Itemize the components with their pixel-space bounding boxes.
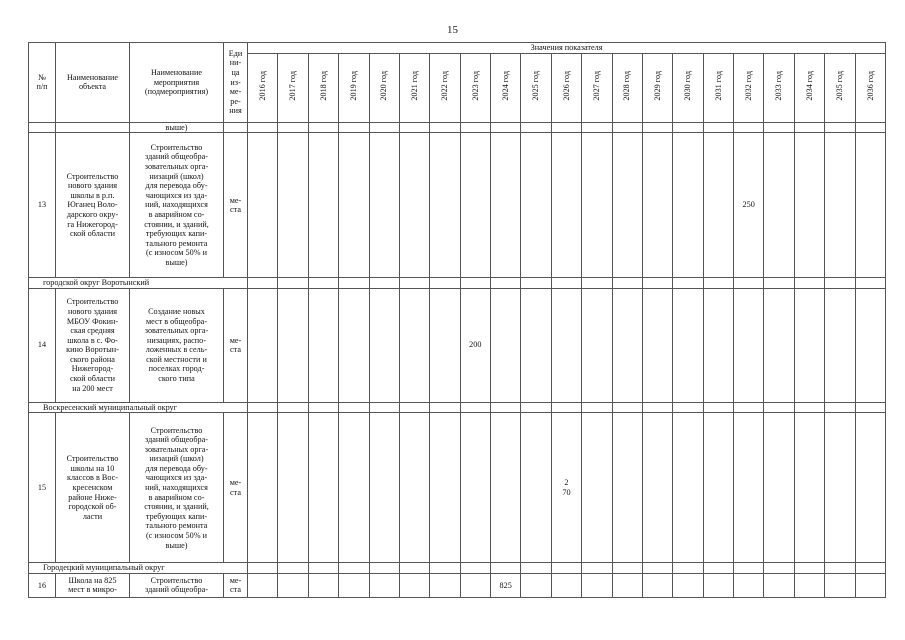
group-empty (369, 278, 399, 289)
value-cell (582, 413, 612, 563)
group-empty (521, 563, 551, 574)
value-cell (673, 133, 703, 278)
value-cell (491, 413, 521, 563)
header-year (399, 53, 429, 122)
group-empty (673, 402, 703, 413)
row-number: 14 (29, 288, 56, 402)
header-year (734, 53, 764, 122)
continuation-empty (29, 122, 56, 133)
value-cell (794, 133, 824, 278)
value-cell (612, 133, 642, 278)
unit: ме- ста (224, 413, 248, 563)
value-cell (794, 573, 824, 597)
value-cell (703, 133, 733, 278)
group-row (29, 402, 886, 413)
group-row (29, 278, 886, 289)
group-empty (764, 563, 794, 574)
header-year (339, 53, 369, 122)
value-cell (521, 573, 551, 597)
object-name: Строительство нового здания школы в р.п. Юганец Воло- дарского окру- га Нижегород- ской области (56, 133, 130, 278)
group-empty (855, 278, 886, 289)
continuation-row (29, 122, 886, 133)
value-cell (339, 133, 369, 278)
value-cell (248, 133, 278, 278)
unit: ме- ста (224, 288, 248, 402)
indicators-table (28, 42, 886, 598)
value-cell: 250 (734, 133, 764, 278)
group-empty (673, 278, 703, 289)
value-cell (399, 288, 429, 402)
value-cell (642, 413, 672, 563)
header-year-label: 2025 год (531, 71, 541, 102)
group-empty (399, 563, 429, 574)
value-cell (734, 288, 764, 402)
value-cell (794, 413, 824, 563)
group-empty (460, 563, 490, 574)
group-empty (703, 278, 733, 289)
header-year-label: 2026 год (561, 71, 571, 102)
group-title: Городецкий муниципальный округ (29, 563, 248, 574)
header-year (491, 53, 521, 122)
group-empty (642, 563, 672, 574)
header-year (582, 53, 612, 122)
group-empty (551, 563, 581, 574)
header-year (551, 53, 581, 122)
continuation-empty (278, 122, 308, 133)
value-cell (460, 133, 490, 278)
group-empty (551, 278, 581, 289)
event-name: Создание новых мест в общеобра- зовательных орга- низациях, распо- ложенных в сель- ской местности и поселках город- ского типа (130, 288, 224, 402)
value-cell (339, 288, 369, 402)
group-empty (764, 402, 794, 413)
group-empty (734, 278, 764, 289)
value-cell (278, 133, 308, 278)
event-name: Строительство зданий общеобра- зовательных орга- низаций (школ) для перевода обу- чающихся из зда- ний, находящихся в аварийном со- стоянии, и зданий, требующих капи- тального ремонта (с износом 50% и выше) (130, 413, 224, 563)
value-cell (248, 573, 278, 597)
continuation-empty (224, 122, 248, 133)
continuation-empty (491, 122, 521, 133)
continuation-empty (825, 122, 855, 133)
value-cell (551, 288, 581, 402)
value-cell (855, 288, 886, 402)
continuation-empty (521, 122, 551, 133)
unit: ме- ста (224, 573, 248, 597)
continuation-empty (369, 122, 399, 133)
header-unit: Еди ни- ца из- ме- ре- ния (224, 43, 248, 123)
header-year (764, 53, 794, 122)
header-year (248, 53, 278, 122)
value-cell (248, 288, 278, 402)
continuation-empty (399, 122, 429, 133)
header-event: Наименование мероприятия (подмероприятия) (130, 43, 224, 123)
value-cell (399, 133, 429, 278)
group-empty (248, 278, 278, 289)
continuation-empty (703, 122, 733, 133)
group-empty (460, 278, 490, 289)
value-cell (582, 573, 612, 597)
group-empty (551, 402, 581, 413)
table-body (29, 122, 886, 597)
group-empty (248, 563, 278, 574)
value-cell (521, 413, 551, 563)
value-cell (855, 413, 886, 563)
group-title: городской округ Воротынский (29, 278, 248, 289)
page-number: 15 (447, 24, 458, 36)
header-year-label: 2032 год (743, 71, 753, 102)
group-empty (794, 402, 824, 413)
group-empty (582, 402, 612, 413)
group-empty (369, 402, 399, 413)
value-cell (369, 288, 399, 402)
continuation-empty (460, 122, 490, 133)
unit: ме- ста (224, 133, 248, 278)
value-cell (551, 133, 581, 278)
value-cell (369, 573, 399, 597)
group-empty (825, 563, 855, 574)
table-row (29, 133, 886, 278)
value-cell (308, 573, 338, 597)
object-name: Строительство школы на 10 классов в Вос- кресенском районе Ниже- городской об- ласти (56, 413, 130, 563)
group-empty (369, 563, 399, 574)
group-empty (612, 563, 642, 574)
continuation-empty (855, 122, 886, 133)
value-cell (612, 288, 642, 402)
group-empty (825, 402, 855, 413)
value-cell: 200 (460, 288, 490, 402)
value-cell (339, 413, 369, 563)
value-cell (703, 288, 733, 402)
header-year-label: 2024 год (500, 71, 510, 102)
group-empty (582, 563, 612, 574)
group-row (29, 563, 886, 574)
header-year-label: 2033 год (774, 71, 784, 102)
value-cell (764, 413, 794, 563)
value-cell (642, 573, 672, 597)
value-cell (612, 413, 642, 563)
group-empty (460, 402, 490, 413)
value-cell (278, 413, 308, 563)
header-object: Наименование объекта (56, 43, 130, 123)
continuation-empty (673, 122, 703, 133)
value-cell (764, 133, 794, 278)
group-empty (703, 563, 733, 574)
header-year-label: 2017 год (288, 71, 298, 102)
value-cell (825, 133, 855, 278)
header-year (369, 53, 399, 122)
group-empty (825, 278, 855, 289)
object-name: Школа на 825 мест в микро- (56, 573, 130, 597)
header-year (460, 53, 490, 122)
group-empty (673, 563, 703, 574)
value-cell (491, 288, 521, 402)
header-year-label: 2018 год (318, 71, 328, 102)
value-cell (551, 573, 581, 597)
header-year-label: 2022 год (440, 71, 450, 102)
value-cell (825, 288, 855, 402)
value-cell (703, 573, 733, 597)
value-cell (673, 573, 703, 597)
value-cell (734, 573, 764, 597)
header-year (794, 53, 824, 122)
group-empty (399, 278, 429, 289)
row-number: 16 (29, 573, 56, 597)
group-empty (491, 563, 521, 574)
continuation-empty (308, 122, 338, 133)
group-empty (764, 278, 794, 289)
value-cell (491, 133, 521, 278)
table-row (29, 413, 886, 563)
value-cell (734, 413, 764, 563)
group-empty (794, 563, 824, 574)
value-cell (855, 573, 886, 597)
event-name: Строительство зданий общеобра- зовательных орга- низаций (школ) для перевода обу- чающихся из зда- ний, находящихся в аварийном со- стоянии, и зданий, требующих капи- тального ремонта (с износом 50% и выше) (130, 133, 224, 278)
group-empty (734, 563, 764, 574)
group-empty (339, 278, 369, 289)
continuation-empty (794, 122, 824, 133)
continuation-empty (734, 122, 764, 133)
header-year-label: 2023 год (470, 71, 480, 102)
header-year (855, 53, 886, 122)
value-cell (430, 133, 460, 278)
value-cell (399, 573, 429, 597)
value-cell (825, 573, 855, 597)
header-year-label: 2035 год (835, 71, 845, 102)
value-cell (642, 133, 672, 278)
group-empty (734, 402, 764, 413)
group-empty (491, 278, 521, 289)
value-cell (339, 573, 369, 597)
object-name: Строительство нового здания МБОУ Фокин- ская средняя школа в с. Фо- кино Воротын- ского района Нижегород- ской области на 200 мест (56, 288, 130, 402)
header-year (703, 53, 733, 122)
group-empty (642, 402, 672, 413)
value-cell (430, 573, 460, 597)
group-empty (703, 402, 733, 413)
group-empty (339, 563, 369, 574)
group-empty (278, 563, 308, 574)
continuation-empty (430, 122, 460, 133)
header-year-label: 2021 год (409, 71, 419, 102)
value-cell (825, 413, 855, 563)
continuation-empty (551, 122, 581, 133)
header-year-label: 2030 год (683, 71, 693, 102)
value-cell: 2 70 (551, 413, 581, 563)
group-empty (521, 402, 551, 413)
value-cell (855, 133, 886, 278)
value-cell (248, 413, 278, 563)
header-year-label: 2029 год (652, 71, 662, 102)
row-number: 15 (29, 413, 56, 563)
value-cell (582, 288, 612, 402)
continuation-empty (56, 122, 130, 133)
value-cell (430, 413, 460, 563)
group-empty (339, 402, 369, 413)
continuation-empty (248, 122, 278, 133)
header-year (308, 53, 338, 122)
value-cell (673, 413, 703, 563)
group-empty (278, 278, 308, 289)
value-cell (369, 133, 399, 278)
continuation-empty (612, 122, 642, 133)
value-cell (460, 573, 490, 597)
group-empty (491, 402, 521, 413)
value-cell (308, 133, 338, 278)
group-empty (308, 402, 338, 413)
table-header (29, 43, 886, 123)
header-year (278, 53, 308, 122)
group-empty (612, 402, 642, 413)
header-year (673, 53, 703, 122)
group-empty (430, 563, 460, 574)
header-year (430, 53, 460, 122)
value-cell (521, 133, 551, 278)
value-cell (764, 288, 794, 402)
group-empty (430, 402, 460, 413)
group-empty (642, 278, 672, 289)
group-empty (582, 278, 612, 289)
header-year (612, 53, 642, 122)
value-cell: 825 (491, 573, 521, 597)
value-cell (430, 288, 460, 402)
value-cell (764, 573, 794, 597)
header-year-label: 2027 год (592, 71, 602, 102)
group-empty (794, 278, 824, 289)
value-cell (794, 288, 824, 402)
value-cell (308, 288, 338, 402)
header-year-label: 2016 год (257, 71, 267, 102)
header-year-label: 2028 год (622, 71, 632, 102)
continuation-empty (642, 122, 672, 133)
value-cell (642, 288, 672, 402)
group-empty (399, 402, 429, 413)
header-year-label: 2034 год (804, 71, 814, 102)
group-empty (612, 278, 642, 289)
value-cell (673, 288, 703, 402)
header-year-label: 2019 год (349, 71, 359, 102)
continuation-text: выше) (130, 122, 224, 133)
value-cell (278, 288, 308, 402)
header-year-label: 2031 год (713, 71, 723, 102)
group-title: Воскресенский муниципальный округ (29, 402, 248, 413)
group-empty (278, 402, 308, 413)
group-empty (430, 278, 460, 289)
value-cell (582, 133, 612, 278)
value-cell (308, 413, 338, 563)
value-cell (278, 573, 308, 597)
group-empty (308, 563, 338, 574)
value-cell (703, 413, 733, 563)
continuation-empty (764, 122, 794, 133)
group-empty (308, 278, 338, 289)
continuation-empty (582, 122, 612, 133)
header-year (825, 53, 855, 122)
header-num: № п/п (29, 43, 56, 123)
group-empty (855, 563, 886, 574)
value-cell (399, 413, 429, 563)
continuation-empty (339, 122, 369, 133)
row-number: 13 (29, 133, 56, 278)
table-row (29, 288, 886, 402)
header-year (642, 53, 672, 122)
header-year (521, 53, 551, 122)
value-cell (521, 288, 551, 402)
value-cell (612, 573, 642, 597)
header-year-label: 2036 год (865, 71, 875, 102)
header-year-label: 2020 год (379, 71, 389, 102)
value-cell (369, 413, 399, 563)
table-row (29, 573, 886, 597)
header-values: Значения показателя (248, 43, 886, 54)
group-empty (855, 402, 886, 413)
event-name: Строительство зданий общеобра- (130, 573, 224, 597)
value-cell (460, 413, 490, 563)
group-empty (248, 402, 278, 413)
group-empty (521, 278, 551, 289)
